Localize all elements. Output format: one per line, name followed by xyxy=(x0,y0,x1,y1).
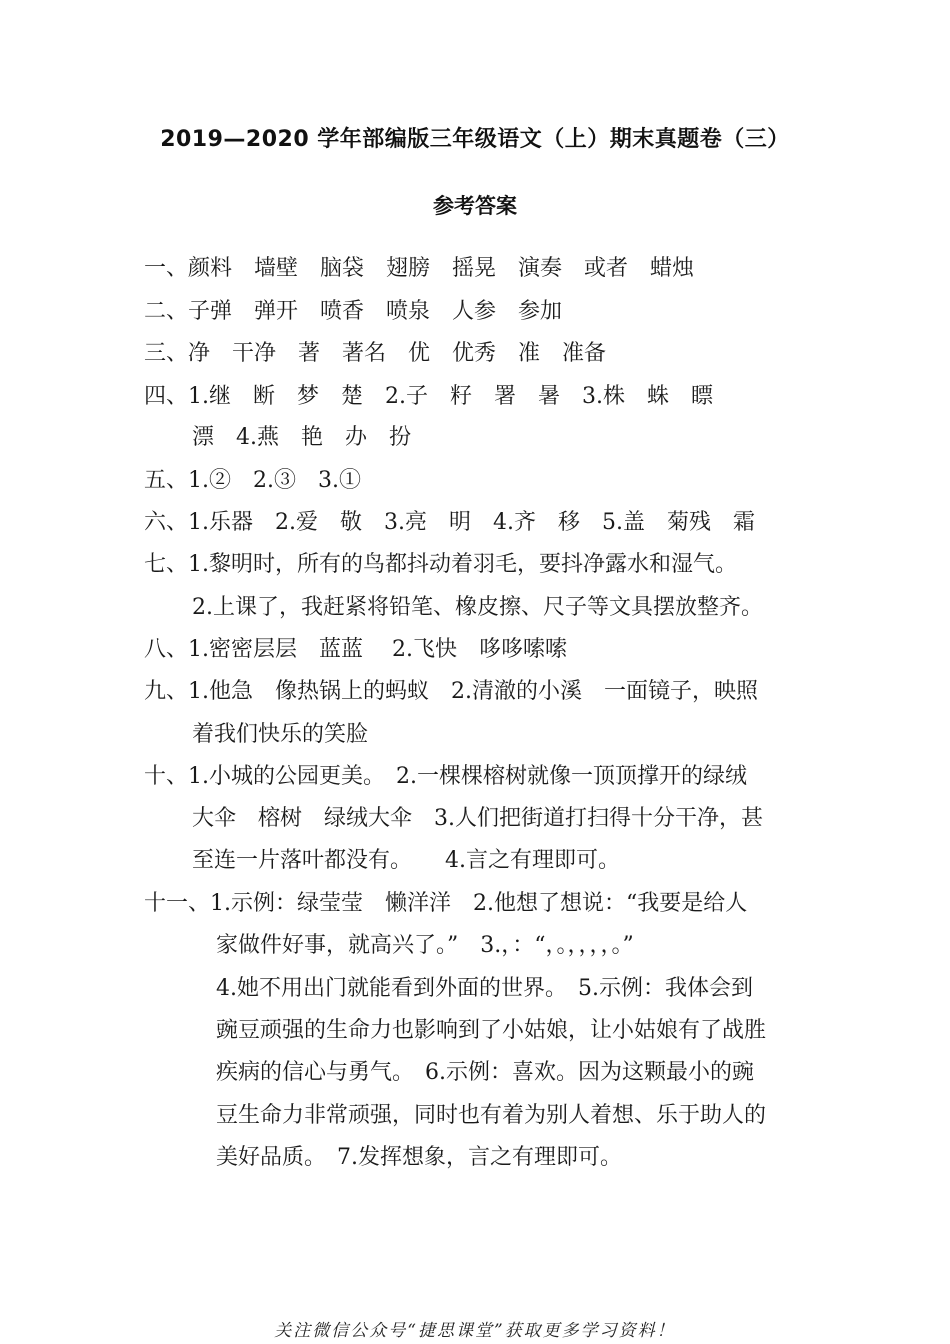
answer-line-1: 一、颜料 墙壁 脑袋 翅膀 摇晃 演奏 或者 蜡烛 xyxy=(144,256,695,281)
answer-line-8: 八、1.密密层层 蓝蓝 2.飞快 哆哆嗦嗦 xyxy=(144,637,567,662)
answer-line-10-cont-1: 大伞 榕树 绿绒大伞 3.人们把街道打扫得十分干净，甚 xyxy=(192,806,763,831)
answer-line-7: 七、1.黎明时，所有的鸟都抖动着羽毛，要抖净露水和湿气。 xyxy=(144,552,737,577)
answer-line-11-cont-4: 疾病的信心与勇气。 6.示例：喜欢。因为这颗最小的豌 xyxy=(216,1060,754,1085)
answer-line-7-cont: 2.上课了，我赶紧将铅笔、橡皮擦、尺子等文具摆放整齐。 xyxy=(192,595,763,620)
answer-line-9: 九、1.他急 像热锅上的蚂蚁 2.清澈的小溪 一面镜子，映照 xyxy=(144,679,758,704)
answer-line-6: 六、1.乐器 2.爱 敬 3.亮 明 4.齐 移 5.盖 菊残 霜 xyxy=(144,510,755,535)
answer-line-4: 四、1.继 断 梦 楚 2.子 籽 署 暑 3.株 蛛 瞟 xyxy=(144,384,713,409)
answer-line-11: 十一、1.示例：绿莹莹 懒洋洋 2.他想了想说：“我要是给人 xyxy=(144,891,748,916)
answer-line-9-cont: 着我们快乐的笑脸 xyxy=(192,722,369,747)
footer-notice: 关注微信公众号“捷思课堂”获取更多学习资料！ xyxy=(274,1321,676,1341)
answer-line-4-cont: 漂 4.燕 艳 办 扮 xyxy=(192,425,411,450)
answer-line-11-cont-1: 家做件好事，就高兴了。” 3.，：“，。，，，，。” xyxy=(216,933,634,958)
document-title: 2019—2020 学年部编版三年级语文（上）期末真题卷（三） xyxy=(160,127,790,152)
answer-line-2: 二、子弹 弹开 喷香 喷泉 人参 参加 xyxy=(144,299,563,324)
answer-line-3: 三、净 干净 著 著名 优 优秀 准 准备 xyxy=(144,341,607,366)
answer-line-11-cont-3: 豌豆顽强的生命力也影响到了小姑娘，让小姑娘有了战胜 xyxy=(216,1018,767,1043)
answer-line-10-cont-2: 至连一片落叶都没有。 4.言之有理即可。 xyxy=(192,848,620,873)
answer-line-11-cont-2: 4.她不用出门就能看到外面的世界。 5.示例：我体会到 xyxy=(216,976,753,1001)
answer-line-11-cont-6: 美好品质。 7.发挥想象，言之有理即可。 xyxy=(216,1145,622,1170)
answer-key-heading: 参考答案 xyxy=(433,194,517,218)
answer-line-5: 五、1.② 2.③ 3.① xyxy=(144,468,361,493)
answer-line-10: 十、1.小城的公园更美。 2.一棵棵榕树就像一顶顶撑开的绿绒 xyxy=(144,764,747,789)
answer-line-11-cont-5: 豆生命力非常顽强，同时也有着为别人着想、乐于助人的 xyxy=(216,1103,767,1128)
